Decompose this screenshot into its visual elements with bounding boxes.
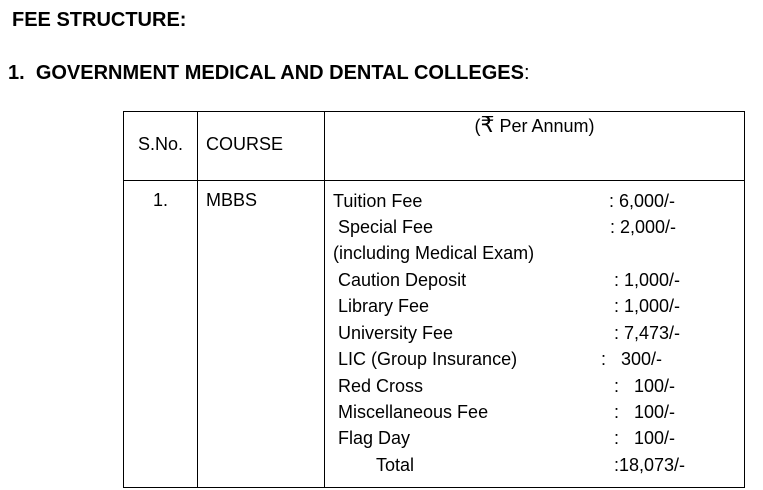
fee-label: Library Fee (338, 296, 430, 316)
header-sno (124, 112, 198, 181)
header-per-annum (325, 112, 745, 181)
table-row (124, 181, 745, 488)
header-sno-label: S.No. (137, 134, 184, 154)
rupee-icon: ₹ (480, 112, 495, 137)
fee-label: University Fee (338, 323, 454, 343)
fee-item (325, 240, 744, 266)
fee-label: Tuition Fee (333, 191, 423, 211)
fee-item (325, 399, 744, 425)
fee-value: : 7,473/- (614, 323, 681, 343)
fee-item (325, 293, 744, 319)
fee-item (325, 188, 744, 214)
fee-value: : 100/- (614, 376, 676, 396)
fee-label: (including Medical Exam) (333, 243, 535, 263)
row-sno: 1. (152, 190, 168, 210)
table-header-row (124, 112, 745, 181)
header-per-annum-label: Per Annum) (494, 116, 595, 136)
fee-label: Special Fee (338, 217, 434, 237)
fee-value: : 300/- (601, 349, 663, 369)
header-course-label: COURSE (206, 134, 284, 154)
fee-label: LIC (Group Insurance) (338, 349, 518, 369)
fee-value: : 100/- (614, 402, 676, 422)
fee-table (123, 111, 745, 488)
row-course-cell (198, 181, 325, 488)
fee-value: : 1,000/- (614, 296, 681, 316)
section-number: 1. (8, 62, 25, 84)
fee-total-value: :18,073/- (614, 455, 686, 475)
fee-item (325, 373, 744, 399)
fee-value: : 2,000/- (610, 217, 677, 237)
fee-item (325, 425, 744, 451)
fee-details-cell (325, 181, 745, 488)
fee-label: Red Cross (338, 376, 424, 396)
fee-value: : 6,000/- (609, 191, 676, 211)
section-name: GOVERNMENT MEDICAL AND DENTAL COLLEGES (35, 62, 524, 84)
fee-label: Miscellaneous Fee (338, 402, 489, 422)
section-colon: : (523, 62, 530, 84)
fee-label: Flag Day (338, 428, 411, 448)
fee-item (325, 267, 744, 293)
row-sno-cell (124, 181, 198, 488)
fee-total (325, 452, 744, 478)
header-course (198, 112, 325, 181)
fee-item (325, 320, 744, 346)
fee-total-label: Total (376, 455, 415, 475)
row-course: MBBS (206, 190, 258, 210)
fee-item (325, 214, 744, 240)
page-title: FEE STRUCTURE: (12, 9, 187, 31)
fee-item (325, 346, 744, 372)
fee-value: : 100/- (614, 428, 676, 448)
section-heading (8, 62, 530, 85)
header-open-paren: ( (474, 116, 481, 136)
fee-value: : 1,000/- (614, 270, 681, 290)
fee-label: Caution Deposit (338, 270, 467, 290)
